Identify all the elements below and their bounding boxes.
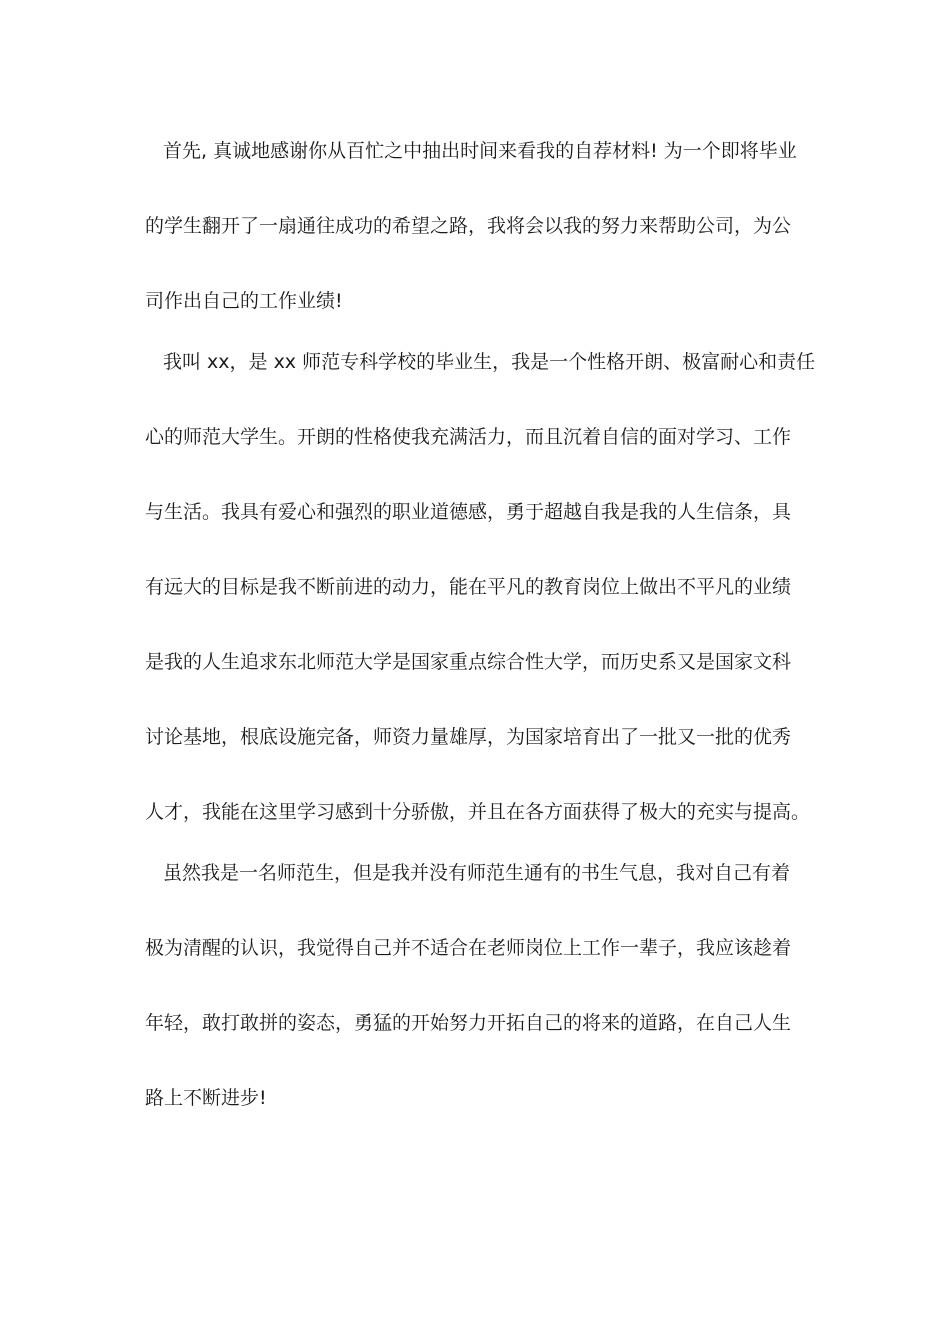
paragraph-3-line-2: 极为清醒的认识，我觉得自己并不适合在老师岗位上工作一辈子，我应该趁着: [145, 937, 792, 959]
paragraph-3-line-4: 路上不断进步!: [145, 1087, 267, 1109]
paragraph-1-line-1: 首先, 真诚地感谢你从百忙之中抽出时间来看我的自荐材料! 为一个即将毕业: [163, 140, 797, 162]
paragraph-2-line-2: 心的师范大学生。开朗的性格使我充满活力，而且沉着自信的面对学习、工作: [145, 426, 792, 448]
paragraph-2-line-6: 讨论基地，根底设施完备，师资力量雄厚，为国家培育出了一批又一批的优秀: [145, 726, 792, 748]
paragraph-2-line-3: 与生活。我具有爱心和强烈的职业道德感，勇于超越自我是我的人生信条，具: [145, 501, 792, 523]
paragraph-2-line-7: 人才，我能在这里学习感到十分骄傲，并且在各方面获得了极大的充实与提高。: [145, 801, 811, 823]
paragraph-3-line-3: 年轻，敢打敢拼的姿态，勇猛的开始努力开拓自己的将来的道路，在自己人生: [145, 1012, 792, 1034]
paragraph-3-line-1: 虽然我是一名师范生，但是我并没有师范生通有的书生气息，我对自己有着: [163, 862, 791, 884]
paragraph-1-line-2: 的学生翻开了一扇通往成功的希望之路，我将会以我的努力来帮助公司，为公: [145, 215, 792, 237]
paragraph-2-line-5: 是我的人生追求东北师范大学是国家重点综合性大学，而历史系又是国家文科: [145, 651, 792, 673]
paragraph-1-line-3: 司作出自己的工作业绩!: [145, 290, 343, 312]
paragraph-2-line-1: 我叫 xx，是 xx 师范专科学校的毕业生，我是一个性格开朗、极富耐心和责任: [163, 351, 816, 373]
paragraph-2-line-4: 有远大的目标是我不断前进的动力，能在平凡的教育岗位上做出不平凡的业绩: [145, 576, 792, 598]
